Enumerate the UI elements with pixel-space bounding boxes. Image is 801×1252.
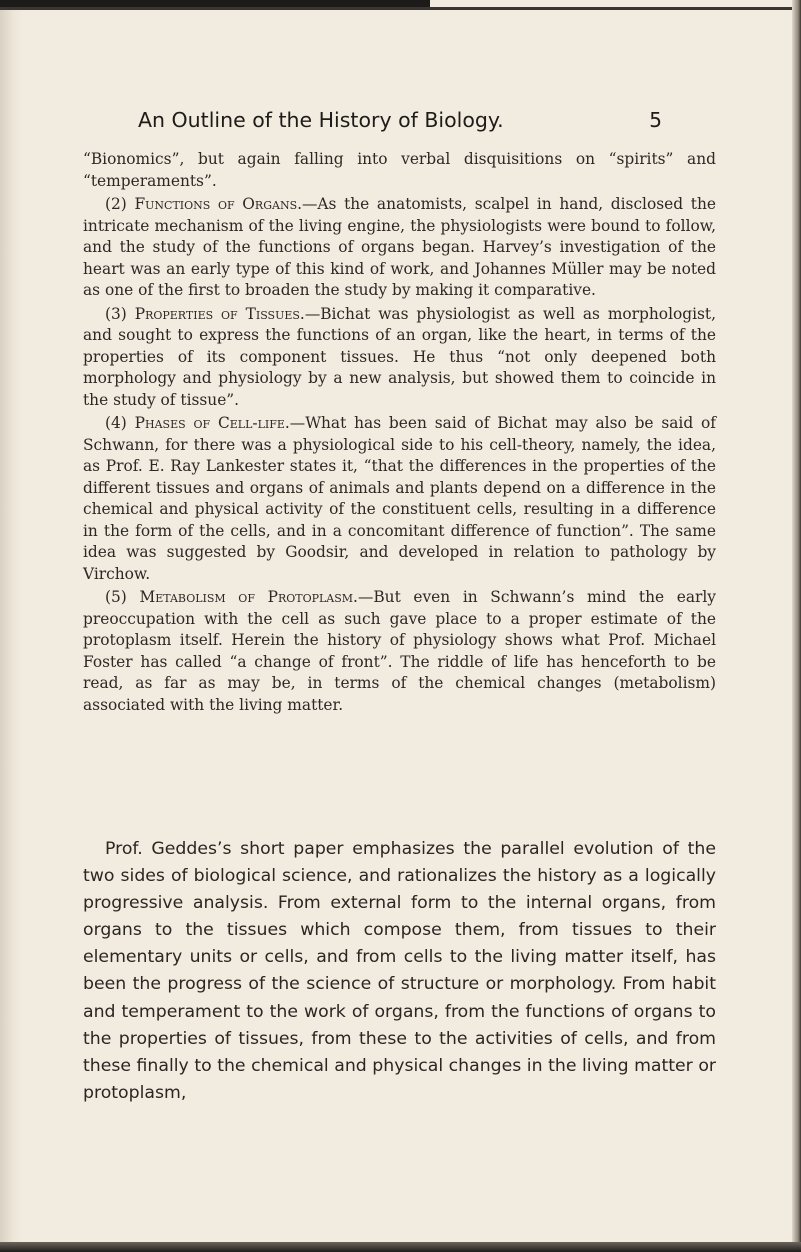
section-functions-of-organs [83, 194, 716, 302]
section-text: —Bichat was physiologist as well as morphologist, and sought to express the functions of an organ, like the heart, in terms of the properties of its component tissues. He thus “not only deepened both morphology and physiology by a new analysis, but showed them to coincide in the study of tissue”. [83, 304, 717, 409]
top-rule-thin [0, 7, 801, 10]
summary-block [83, 836, 716, 1107]
section-phases-of-cell-life [83, 413, 716, 585]
section-text: —What has been said of Bichat may also be said of Schwann, for there was a physiological side to his cell-theory, namely, the idea, as Prof. E. Ray Lankester states it, “that the differences in the properties of the different tissues and organs of animals and plants depend on a difference in the chemical and physical activity of the constituent cells, resulting in a difference in the form of the cells, and in a concomitant difference of function”. The same idea was suggested by Goodsir, and developed in relation to pathology by Virchow. [83, 414, 717, 583]
page-edge-bottom [0, 1242, 801, 1252]
summary-paragraph: Prof. Geddes’s short paper emphasizes the parallel evolution of the two sides of biological science, and rationalizes the history as a logically progressive analysis. From external form to the internal organs, from organs to the tissues which compose them, from tissues to their elementary units or cells, and from cells to the living matter itself, has been the progress of the science of structure or morphology. From habit and temperament to the work of organs, from the functions of organs to the properties of tissues, from these to the activities of cells, and from these finally to the chemical and physical changes in the living matter or protoplasm, [83, 839, 716, 1103]
running-title: An Outline of the History of Biology. [138, 108, 504, 132]
section-number: (3) [105, 304, 127, 323]
section-metabolism-of-protoplasm [83, 587, 716, 716]
section-heading: Phases of Cell-life. [134, 414, 290, 432]
section-number: (2) [105, 195, 127, 213]
page-edge-right [792, 0, 801, 1252]
page-number: 5 [649, 108, 662, 132]
numbered-sections [83, 149, 716, 718]
gutter-shadow [0, 10, 22, 1242]
section-text: —But even in Schwann’s mind the early preoccupation with the cell as such gave place to a proper estimate of the protoplasm itself. Herein the history of physiology shows what Prof. Michael Foster has called “a change of front”. The riddle of life has henceforth to be read, as far as may be, in terms of the chemical changes (metabolism) associated with the living matter. [83, 588, 716, 714]
running-header [138, 108, 662, 138]
section-number: (4) [105, 414, 127, 432]
section-heading: Functions of Organs. [134, 195, 302, 213]
top-rule [0, 0, 430, 7]
section-heading: Metabolism of Protoplasm. [139, 588, 358, 606]
section-number: (5) [105, 588, 127, 606]
section-text: —As the anatomists, scalpel in hand, disclosed the intricate mechanism of the living engine, the physiologists were bound to follow, and the study of the functions of organs began. Harvey’s investigation of the heart was an early type of this kind of work, and Johannes Müller may be noted as one of the first to broaden the study by making it comparative. [83, 195, 716, 299]
section-properties-of-tissues [83, 304, 716, 412]
intro-paragraph: “Bionomics”, but again falling into verbal disquisitions on “spirits” and “temperaments”. [83, 150, 716, 190]
section-heading: Properties of Tissues. [134, 304, 305, 323]
